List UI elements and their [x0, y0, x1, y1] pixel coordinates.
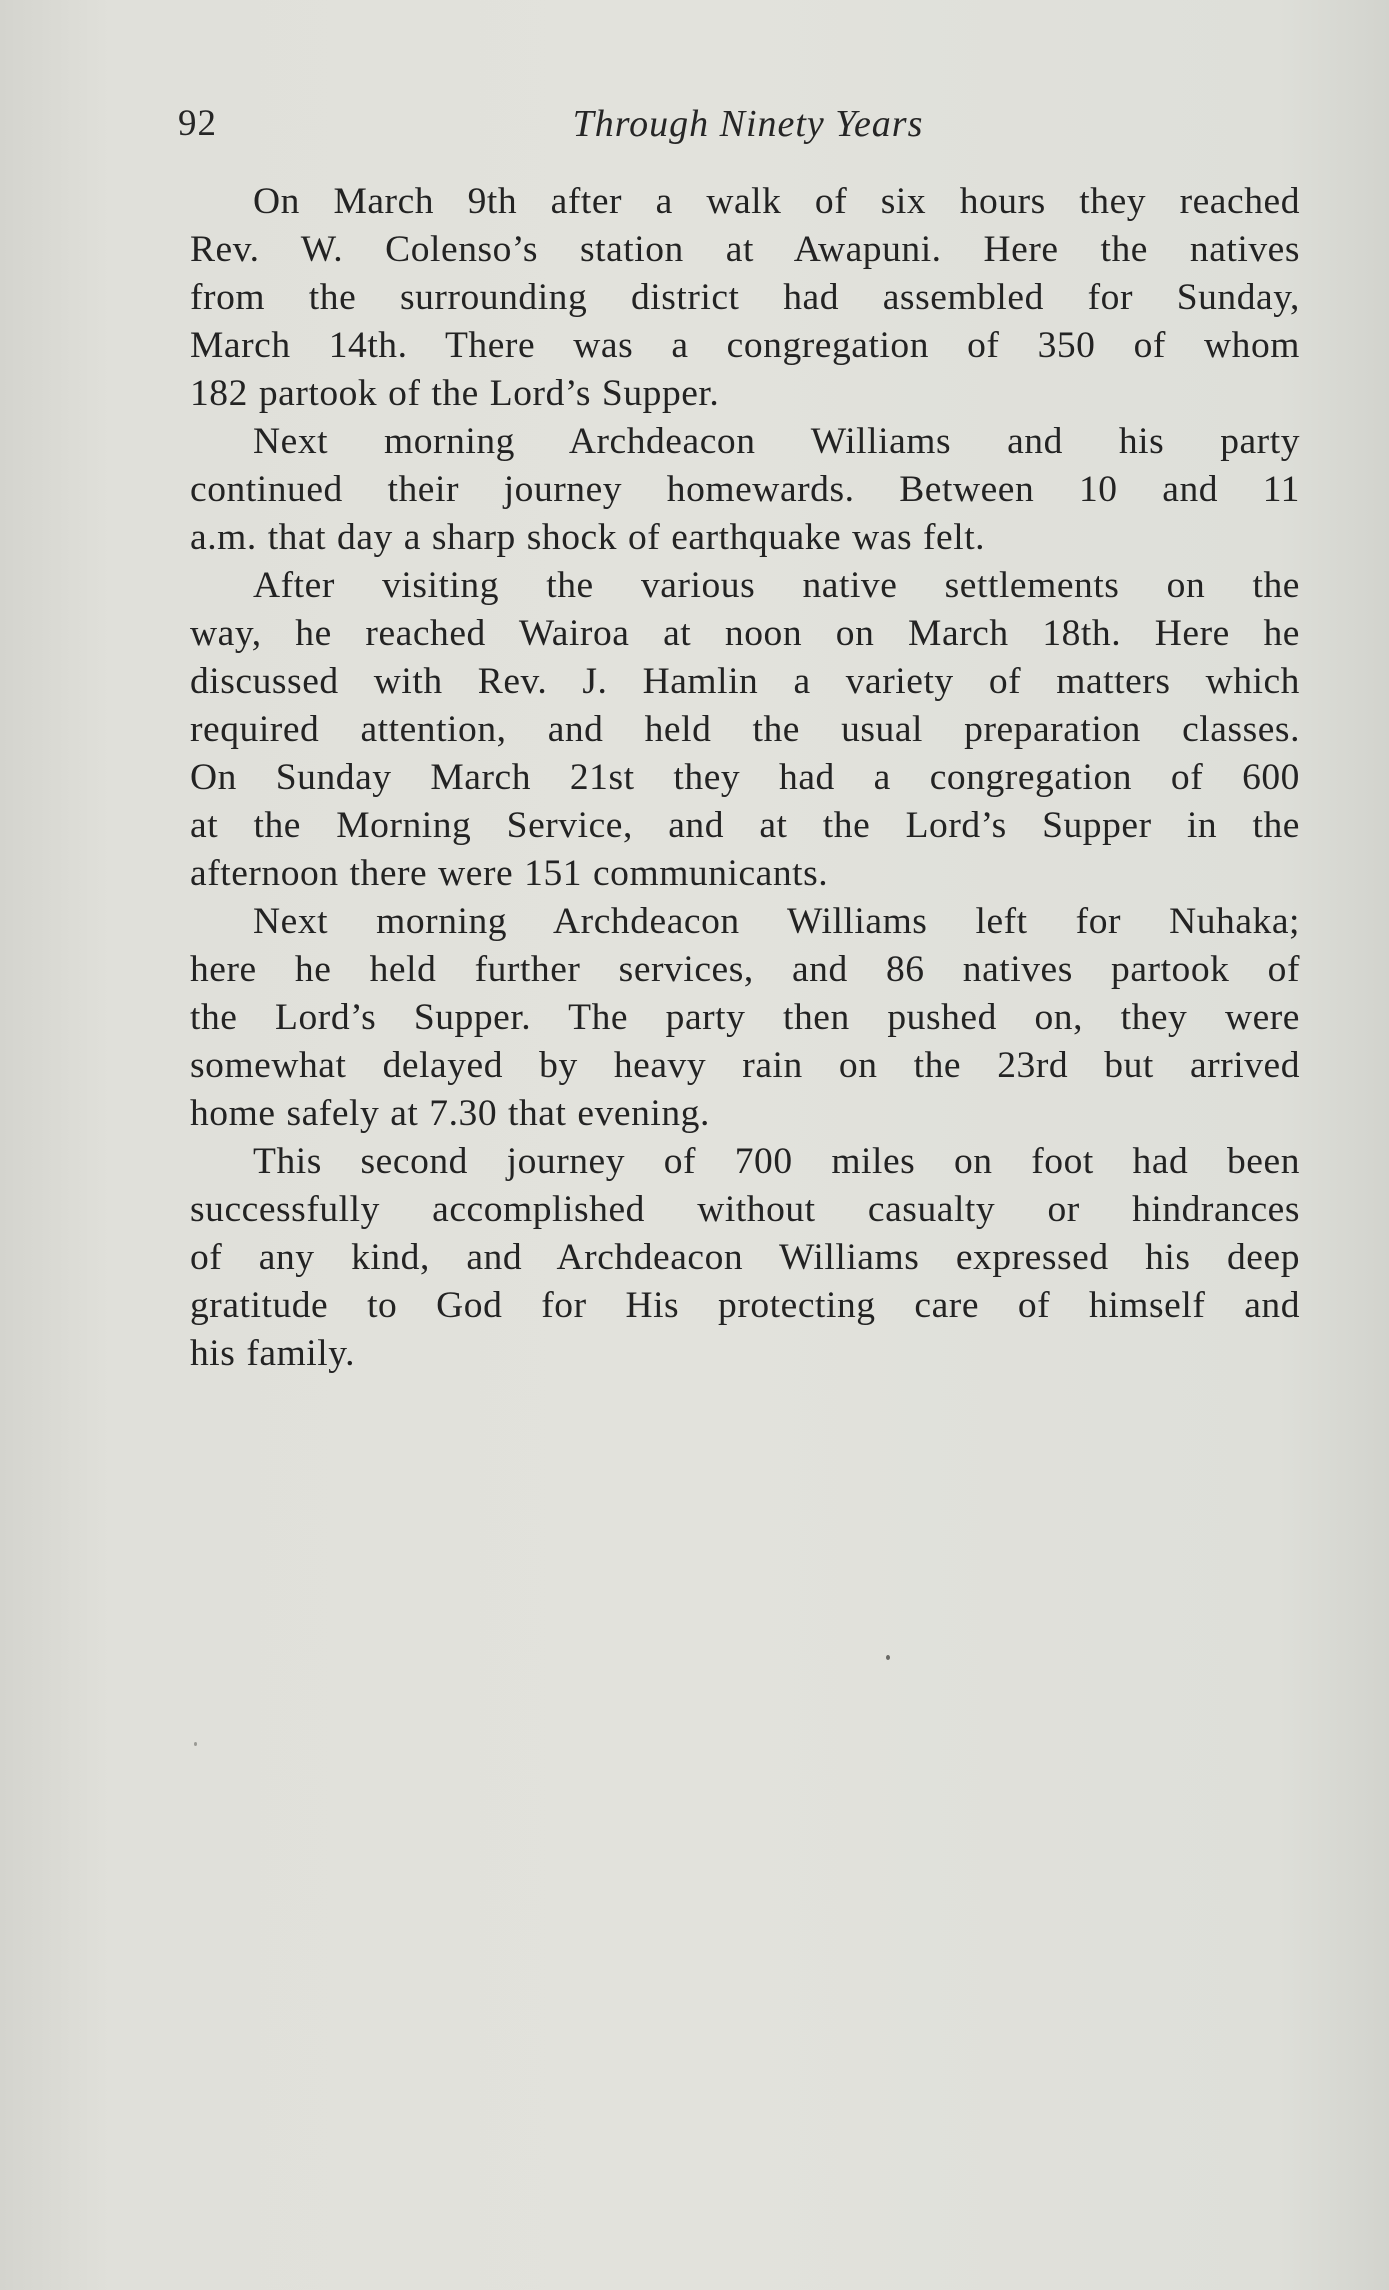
- paragraph-2: [190, 418, 1300, 562]
- text-line: of any kind, and Archdeacon Williams expressed his deep: [190, 1237, 1300, 1278]
- text-line: required attention, and held the usual preparation classes.: [190, 709, 1300, 750]
- text-line: somewhat delayed by heavy rain on the 23rd but arrived: [190, 1045, 1300, 1086]
- text-line: On Sunday March 21st they had a congregation of 600: [190, 757, 1300, 798]
- text-line: here he held further services, and 86 natives partook of: [190, 949, 1300, 990]
- text-line: 182 partook of the Lord’s Supper.: [190, 373, 720, 414]
- text-line: This second journey of 700 miles on foot had been: [253, 1141, 1300, 1182]
- text-line: Next morning Archdeacon Williams left for Nuhaka;: [253, 901, 1300, 942]
- page-number: 92: [178, 103, 217, 144]
- text-line: successfully accomplished without casualty or hindrances: [190, 1189, 1300, 1230]
- paragraph-1: [190, 178, 1300, 418]
- text-line: the Lord’s Supper. The party then pushed on, they were: [190, 997, 1300, 1038]
- text-line: After visiting the various native settlements on the: [253, 565, 1300, 606]
- text-line: a.m. that day a sharp shock of earthquake was felt.: [190, 517, 986, 558]
- text-line: Rev. W. Colenso’s station at Awapuni. Here the natives: [190, 229, 1300, 270]
- page-header: [178, 102, 1300, 158]
- paragraph-5: [190, 1138, 1300, 1378]
- text-line: Next morning Archdeacon Williams and his party: [253, 421, 1300, 462]
- text-line: On March 9th after a walk of six hours they reached: [253, 181, 1300, 222]
- text-line: his family.: [190, 1333, 356, 1374]
- text-line: way, he reached Wairoa at noon on March 18th. Here he: [190, 613, 1300, 654]
- text-line: home safely at 7.30 that evening.: [190, 1093, 710, 1134]
- body-text: [190, 178, 1300, 1378]
- text-line: March 14th. There was a congregation of 350 of whom: [190, 325, 1300, 366]
- running-title: Through Ninety Years: [572, 103, 924, 145]
- text-line: from the surrounding district had assembled for Sunday,: [190, 277, 1300, 318]
- paper-speck: [886, 1655, 890, 1660]
- paragraph-3: [190, 562, 1300, 898]
- text-line: at the Morning Service, and at the Lord’s Supper in the: [190, 805, 1300, 846]
- paragraph-4: [190, 898, 1300, 1138]
- text-line: gratitude to God for His protecting care of himself and: [190, 1285, 1300, 1326]
- text-line: discussed with Rev. J. Hamlin a variety of matters which: [190, 661, 1300, 702]
- paper-speck: [194, 1742, 197, 1746]
- text-line: continued their journey homewards. Between 10 and 11: [190, 469, 1300, 510]
- text-line: afternoon there were 151 communicants.: [190, 853, 829, 894]
